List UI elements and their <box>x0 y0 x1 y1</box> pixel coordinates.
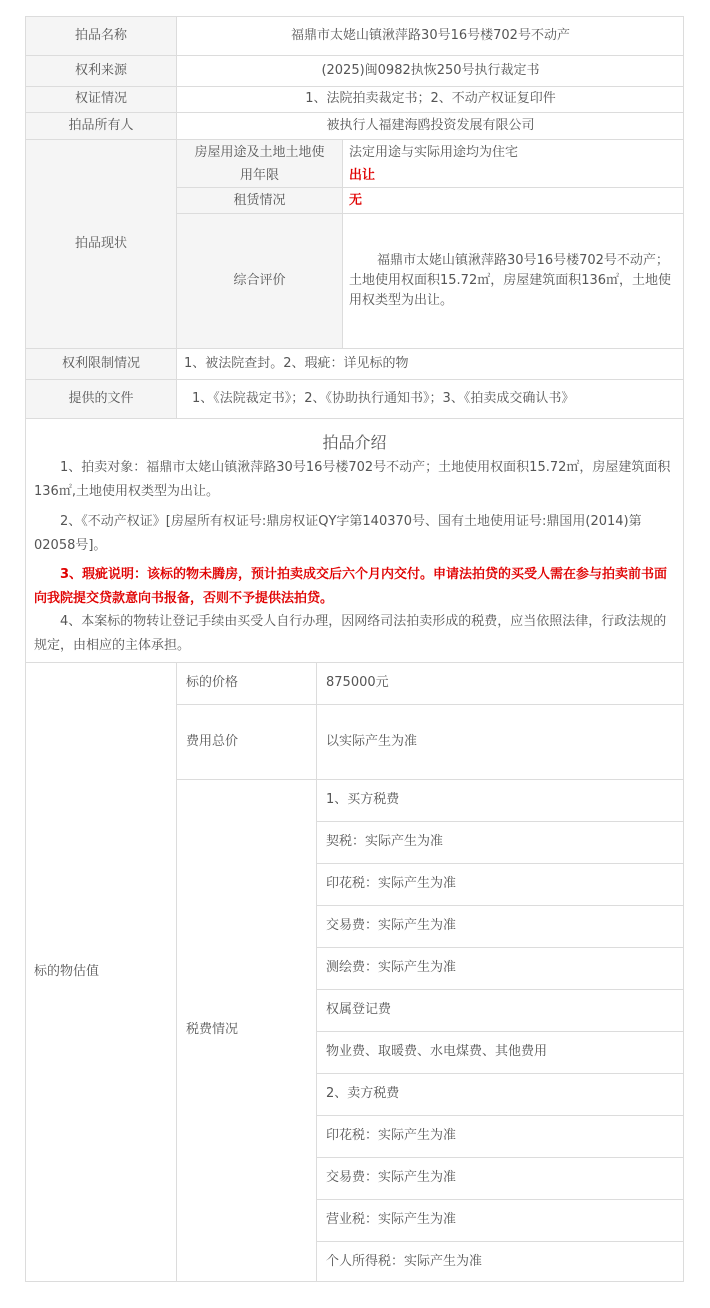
tax-item: 交易费：实际产生为准 <box>326 918 457 933</box>
rights-source-value: (2025)闽0982执恢250号执行裁定书 <box>321 63 540 78</box>
documents-label: 提供的文件 <box>68 391 134 406</box>
fee-total-value: 以实际产生为准 <box>326 734 418 749</box>
intro-paragraph-4: 4、本案标的物转让登记手续由买受人自行办理，因网络司法拍卖形成的税费，应当依照法律，行政法规的规定，由相应的主体承担。 <box>34 614 667 653</box>
tax-item: 营业税：实际产生为准 <box>326 1212 457 1227</box>
certificate-value: 1、法院拍卖裁定书；2、不动产权证复印件 <box>305 91 556 106</box>
tax-item: 印花税：实际产生为准 <box>326 876 457 891</box>
item-name-value: 福鼎市太姥山镇湫萍路30号16号楼702号不动产 <box>291 28 570 43</box>
tax-item: 交易费：实际产生为准 <box>326 1170 457 1185</box>
fee-total-label: 费用总价 <box>186 734 239 749</box>
valuation-label: 标的物估值 <box>34 964 100 979</box>
tax-item: 测绘费：实际产生为准 <box>326 960 457 975</box>
evaluation-value: 福鼎市太姥山镇湫萍路30号16号楼702号不动产；土地使用权面积15.72㎡，房屋建筑面积136㎡，土地使用权类型为出让。 <box>349 253 672 308</box>
certificate-label: 权证情况 <box>74 91 127 106</box>
tax-item: 2、卖方税费 <box>326 1086 400 1101</box>
owner-value: 被执行人福建海鸥投资发展有限公司 <box>326 118 535 133</box>
price-value: 875000元 <box>326 675 389 690</box>
documents-value: 1、《法院裁定书》；2、《协助执行通知书》；3、《拍卖成交确认书》 <box>192 391 575 406</box>
tax-item: 印花税：实际产生为准 <box>326 1128 457 1143</box>
status-label: 拍品现状 <box>74 236 127 251</box>
restriction-label: 权利限制情况 <box>61 356 140 371</box>
rights-source-label: 权利来源 <box>74 63 127 78</box>
intro-title: 拍品介绍 <box>322 433 387 452</box>
tax-item: 权属登记费 <box>326 1002 392 1017</box>
lease-label: 租赁情况 <box>233 193 286 208</box>
tax-item: 物业费、取暖费、水电煤费、其他费用 <box>326 1044 548 1059</box>
usage-label-line2: 用年限 <box>239 168 279 183</box>
tax-item: 契税：实际产生为准 <box>326 834 444 849</box>
price-label: 标的价格 <box>186 675 239 690</box>
land-type-value: 出让 <box>349 168 376 183</box>
usage-label-line1: 房屋用途及土地土地使 <box>194 145 325 160</box>
intro-paragraph-1: 1、拍卖对象：福鼎市太姥山镇湫萍路30号16号楼702号不动产；土地使用权面积15.72㎡，房屋建筑面积136㎡,土地使用权类型为出让。 <box>34 460 671 499</box>
tax-label: 税费情况 <box>186 1022 239 1037</box>
evaluation-label: 综合评价 <box>233 273 286 288</box>
intro-paragraph-2: 2、《不动产权证》[房屋所有权证号:鼎房权证QY字第140370号、国有土地使用证号:鼎国用(2014)第02058号]。 <box>34 514 642 553</box>
tax-item: 1、买方税费 <box>326 792 400 807</box>
intro-paragraph-3-defect-notice: 3、瑕疵说明：该标的物未腾房，预计拍卖成交后六个月内交付。申请法拍贷的买受人需在参与拍卖前书面向我院提交贷款意向书报备，否则不予提供法拍贷。 <box>34 567 668 606</box>
item-name-label: 拍品名称 <box>74 28 127 43</box>
lease-value: 无 <box>349 193 363 208</box>
restriction-value: 1、被法院查封。2、瑕疵：详见标的物 <box>184 356 409 371</box>
tax-item: 个人所得税：实际产生为准 <box>326 1254 483 1269</box>
usage-value: 法定用途与实际用途均为住宅 <box>349 145 519 160</box>
owner-label: 拍品所有人 <box>68 118 134 133</box>
